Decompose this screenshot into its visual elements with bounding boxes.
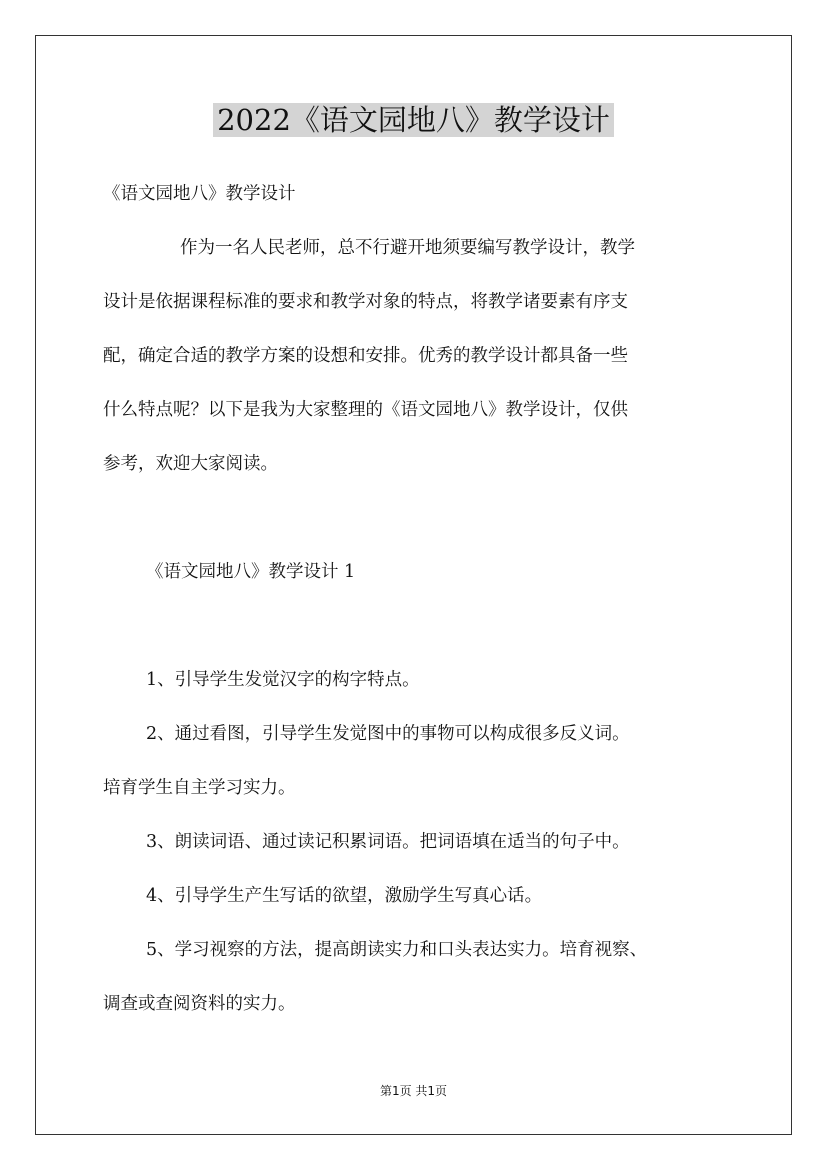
body-line: 4、引导学生产生写话的欲望，激励学生写真心话。 [146, 886, 543, 906]
intro-line: 作为一名人民老师，总不行避开地须要编写教学设计，教学 [180, 238, 635, 258]
document-title: 2022《语文园地八》教学设计 [0, 98, 827, 142]
intro-line: 配，确定合适的教学方案的设想和安排。优秀的教学设计都具备一些 [103, 346, 628, 366]
body-line: 1、引导学生发觉汉字的构字特点。 [146, 670, 420, 690]
body-line: 培育学生自主学习实力。 [103, 778, 296, 798]
body-line: 3、朗读词语、通过读记积累词语。把词语填在适当的句子中。 [146, 832, 630, 852]
intro-line: 什么特点呢？以下是我为大家整理的《语文园地八》教学设计，仅供 [103, 400, 628, 420]
body-line: 5、学习视察的方法，提高朗读实力和口头表达实力。培育视察、 [146, 940, 648, 960]
page-footer: 第1页 共1页 [379, 1084, 448, 1098]
body-line: 调查或查阅资料的实力。 [103, 994, 296, 1014]
body-line: 2、通过看图，引导学生发觉图中的事物可以构成很多反义词。 [146, 724, 630, 744]
section-heading: 《语文园地八》教学设计 1 [146, 562, 356, 582]
intro-line: 参考，欢迎大家阅读。 [103, 454, 278, 474]
document-subtitle: 《语文园地八》教学设计 [103, 184, 296, 204]
intro-line: 设计是依据课程标准的要求和教学对象的特点，将教学诸要素有序支 [103, 292, 628, 312]
